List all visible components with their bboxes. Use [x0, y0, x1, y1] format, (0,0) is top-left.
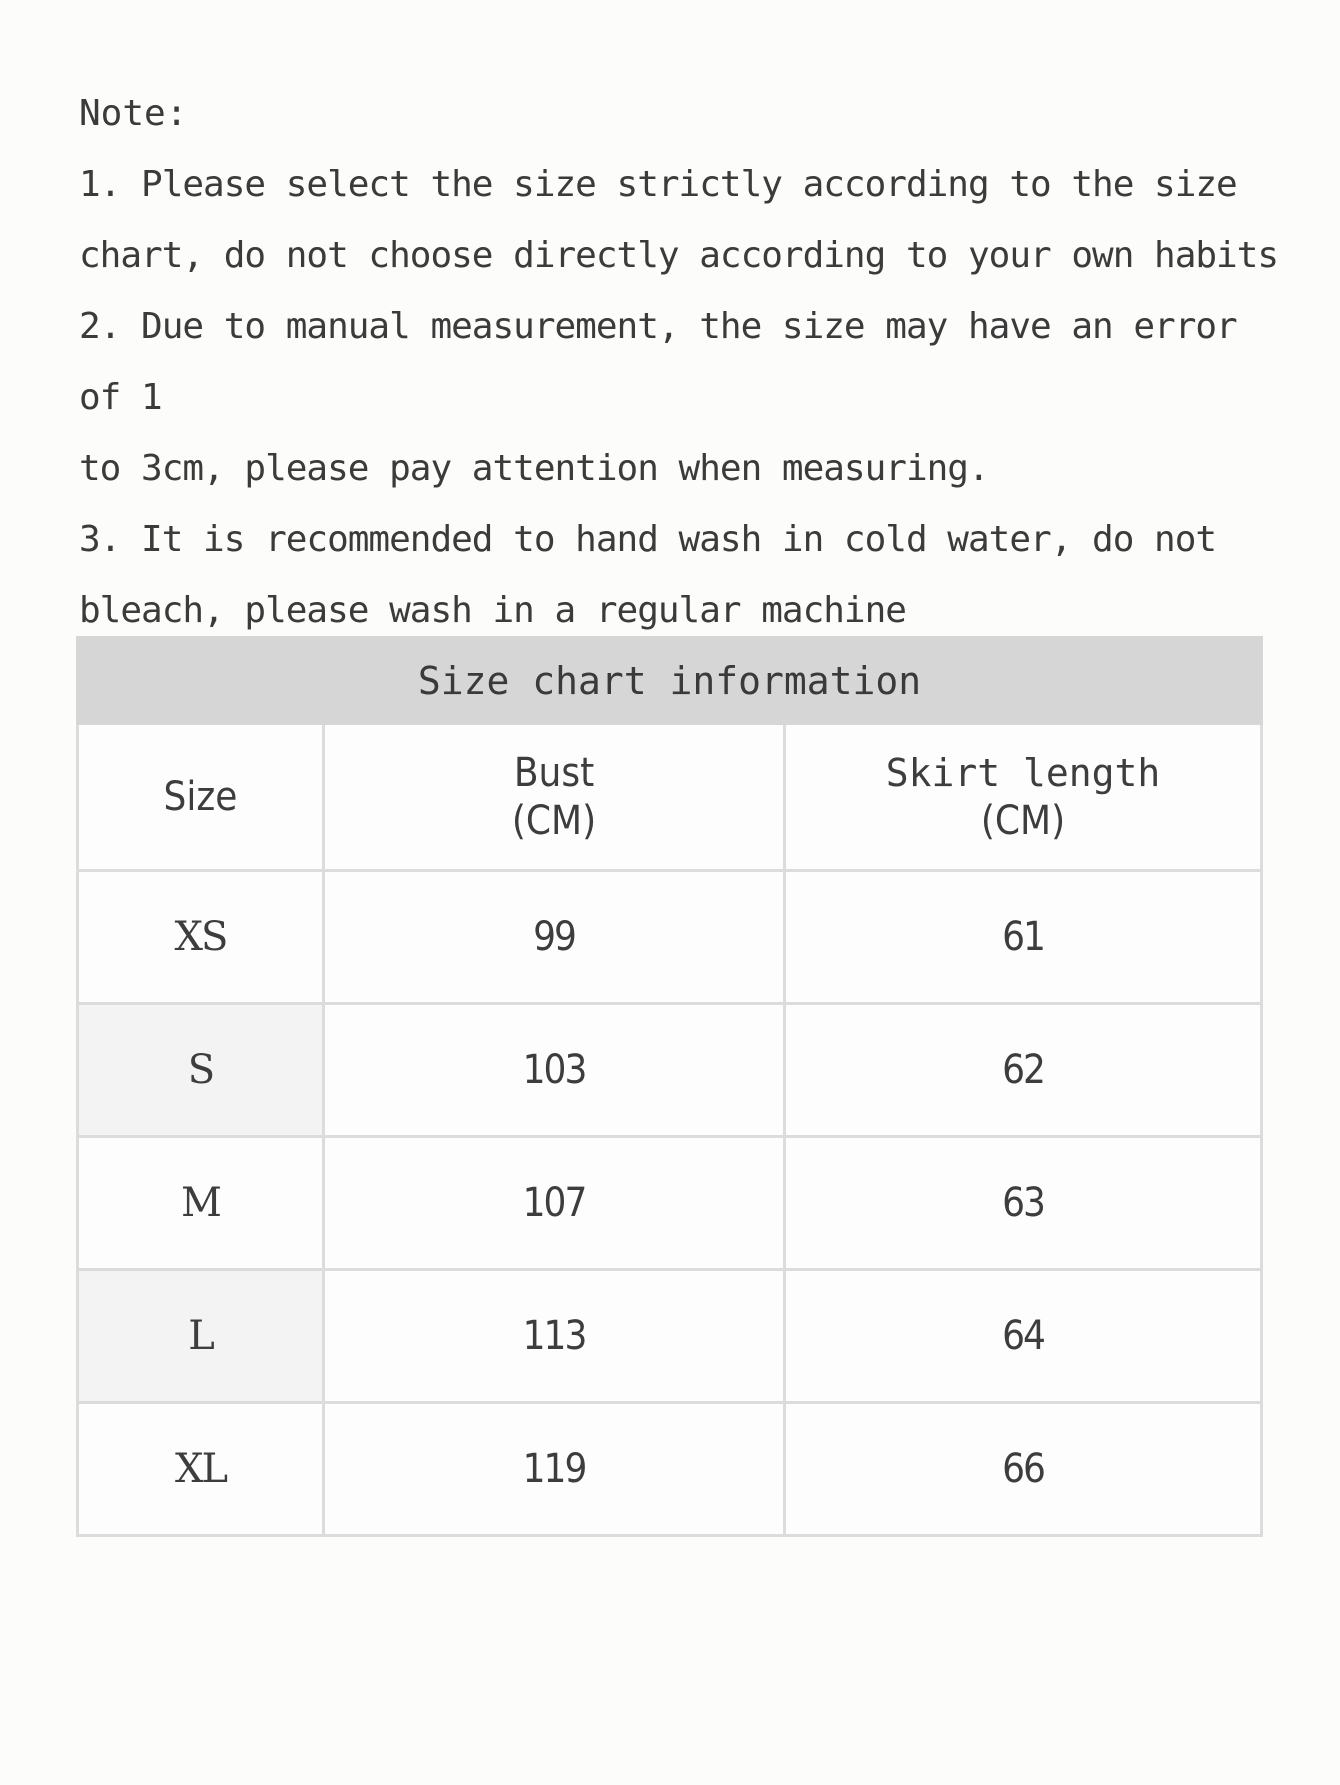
note-1-line-1: 1. Please select the size strictly according to the size: [79, 164, 1237, 205]
size-cell: M: [78, 1137, 324, 1270]
size-chart-title: Size chart information: [78, 638, 1262, 724]
note-3-line-2: bleach, please wash in a regular machine: [79, 590, 906, 631]
table-row-xs: [78, 871, 1262, 1004]
care-notes: [79, 78, 1279, 646]
skirt-length-cell: 64: [785, 1270, 1262, 1403]
size-cell: L: [78, 1270, 324, 1403]
skirt-length-header-label: Skirt length: [885, 751, 1161, 795]
size-chart-title-row: [78, 638, 1262, 724]
bust-cell: 107: [324, 1137, 785, 1270]
table-row-s: [78, 1004, 1262, 1137]
size-header-label: Size: [163, 774, 238, 820]
size-cell: XL: [78, 1403, 324, 1536]
bust-column-header: [324, 724, 785, 871]
skirt-length-cell: 61: [785, 871, 1262, 1004]
skirt-length-header-unit: (CM): [980, 798, 1066, 844]
table-row-l: [78, 1270, 1262, 1403]
skirt-length-cell: 66: [785, 1403, 1262, 1536]
skirt-length-cell: 63: [785, 1137, 1262, 1270]
bust-cell: 103: [324, 1004, 785, 1137]
note-2-line-2: to 3cm, please pay attention when measuring.: [79, 448, 989, 489]
bust-header-label: Bust: [513, 750, 595, 796]
bust-header-unit: (CM): [511, 798, 597, 844]
size-cell: S: [78, 1004, 324, 1137]
size-chart-table: [76, 636, 1263, 1537]
table-row-m: [78, 1137, 1262, 1270]
bust-cell: 113: [324, 1270, 785, 1403]
notes-title: Note:: [79, 93, 188, 134]
column-header-row: [78, 724, 1262, 871]
skirt-length-cell: 62: [785, 1004, 1262, 1137]
size-column-header: [78, 724, 324, 871]
skirt-length-column-header: [785, 724, 1262, 871]
note-2-line-1: 2. Due to manual measurement, the size may have an error of 1: [79, 306, 1258, 418]
note-1-line-2: chart, do not choose directly according to your own habits: [79, 235, 1279, 276]
table-row-xl: [78, 1403, 1262, 1536]
note-3-line-1: 3. It is recommended to hand wash in cold water, do not: [79, 519, 1217, 560]
bust-cell: 99: [324, 871, 785, 1004]
size-cell: XS: [78, 871, 324, 1004]
bust-cell: 119: [324, 1403, 785, 1536]
